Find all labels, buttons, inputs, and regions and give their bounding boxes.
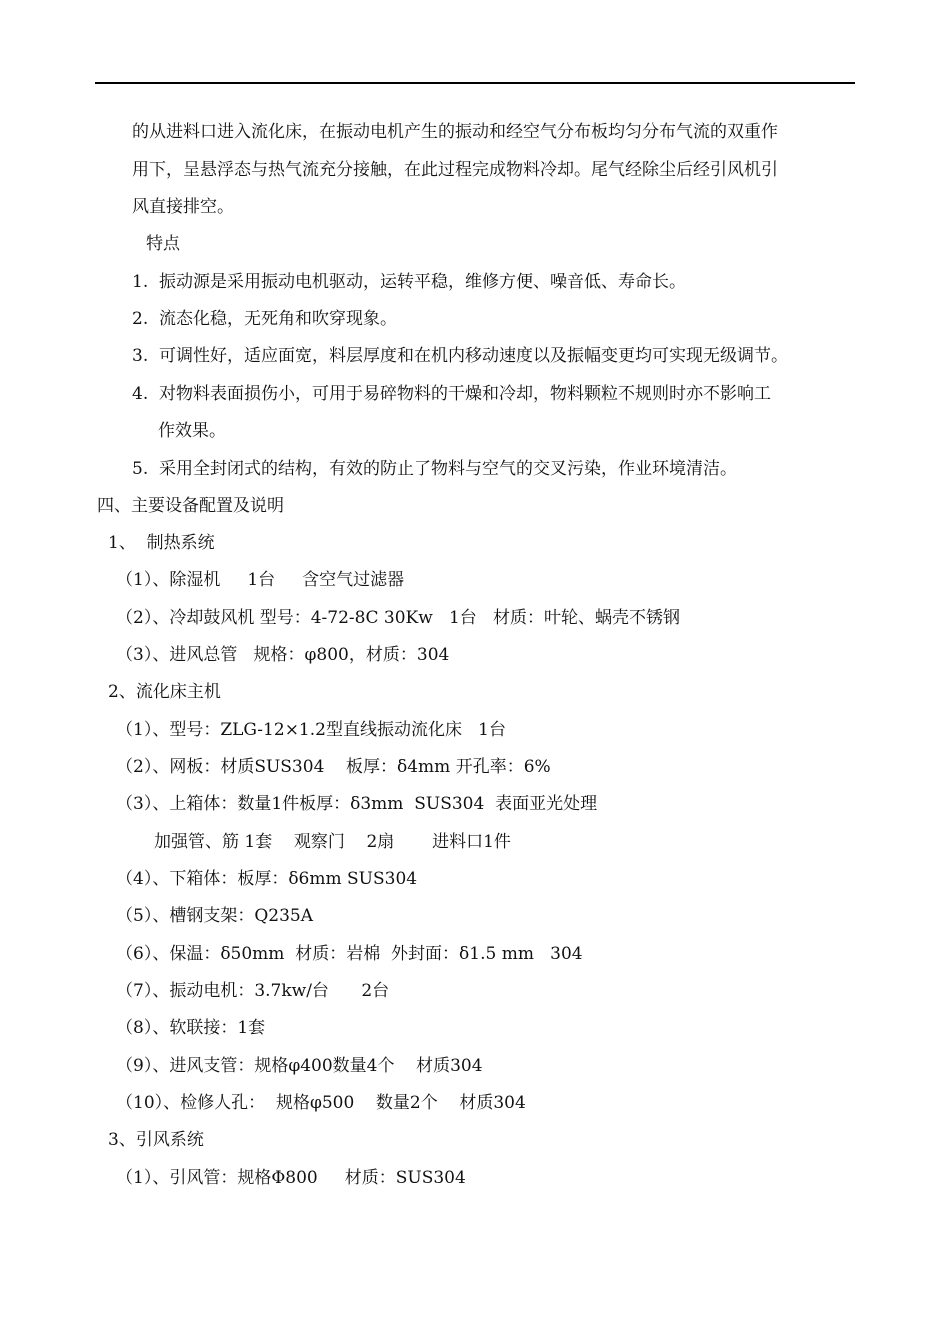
section-heading: 四、主要设备配置及说明 bbox=[97, 496, 284, 516]
system1-item-3: （3）、进风总管 规格：φ800，材质：304 bbox=[116, 645, 450, 665]
intro-line-1: 的从进料口进入流化床，在振动电机产生的振动和经空气分布板均匀分布气流的双重作 bbox=[132, 122, 778, 142]
feature-item-4: 4. 对物料表面损伤小，可用于易碎物料的干燥和冷却，物料颗粒不规则时亦不影响工 bbox=[132, 384, 772, 404]
system2-heading: 2、流化床主机 bbox=[108, 682, 221, 702]
system2-item-8: （8）、软联接：1套 bbox=[116, 1018, 266, 1038]
system2-item-5: （5）、槽钢支架：Q235A bbox=[116, 906, 313, 926]
feature-item-3: 3. 可调性好，适应面宽，料层厚度和在机内移动速度以及振幅变更均可实现无级调节。 bbox=[132, 346, 789, 366]
system2-item-4: （4）、下箱体：板厚：δ6mm SUS304 bbox=[116, 869, 418, 889]
feature-item-5: 5. 采用全封闭式的结构，有效的防止了物料与空气的交叉污染，作业环境清洁。 bbox=[132, 459, 738, 479]
feature-item-1: 1. 振动源是采用振动电机驱动，运转平稳，维修方便、噪音低、寿命长。 bbox=[132, 272, 687, 292]
system2-item-2: （2）、网板：材质SUS304 板厚：δ4mm 开孔率：6% bbox=[116, 757, 551, 777]
system2-item-6: （6）、保温：δ50mm 材质：岩棉 外封面：δ1.5 mm 304 bbox=[116, 944, 583, 964]
system1-item-1: （1）、除湿机 1台 含空气过滤器 bbox=[116, 570, 405, 590]
system1-heading: 1、 制热系统 bbox=[108, 533, 215, 553]
system2-item-9: （9）、进风支管：规格φ400数量4个 材质304 bbox=[116, 1056, 483, 1076]
system3-heading: 3、引风系统 bbox=[108, 1130, 204, 1150]
feature-item-4-cont: 作效果。 bbox=[158, 421, 226, 441]
system3-item-1: （1）、引风管：规格Φ800 材质：SUS304 bbox=[116, 1168, 466, 1188]
system2-item-7: （7）、振动电机：3.7kw/台 2台 bbox=[116, 981, 390, 1001]
system2-item-10: （10）、检修人孔： 规格φ500 数量2个 材质304 bbox=[116, 1093, 526, 1113]
header-rule bbox=[95, 82, 855, 84]
system2-item-3: （3）、上箱体：数量1件板厚：δ3mm SUS304 表面亚光处理 bbox=[116, 794, 598, 814]
intro-line-2: 用下，呈悬浮态与热气流充分接触，在此过程完成物料冷却。尾气经除尘后经引风机引 bbox=[132, 160, 778, 180]
system1-item-2: （2）、冷却鼓风机 型号：4-72-8C 30Kw 1台 材质：叶轮、蜗壳不锈钢 bbox=[116, 608, 681, 628]
system2-item-1: （1）、型号：ZLG-12×1.2型直线振动流化床 1台 bbox=[116, 720, 506, 740]
intro-line-3: 风直接排空。 bbox=[132, 197, 234, 217]
system2-item-3-cont: 加强管、筋 1套 观察门 2扇 进料口1件 bbox=[154, 832, 511, 852]
feature-item-2: 2. 流态化稳，无死角和吹穿现象。 bbox=[132, 309, 398, 329]
features-heading: 特点 bbox=[146, 234, 180, 254]
